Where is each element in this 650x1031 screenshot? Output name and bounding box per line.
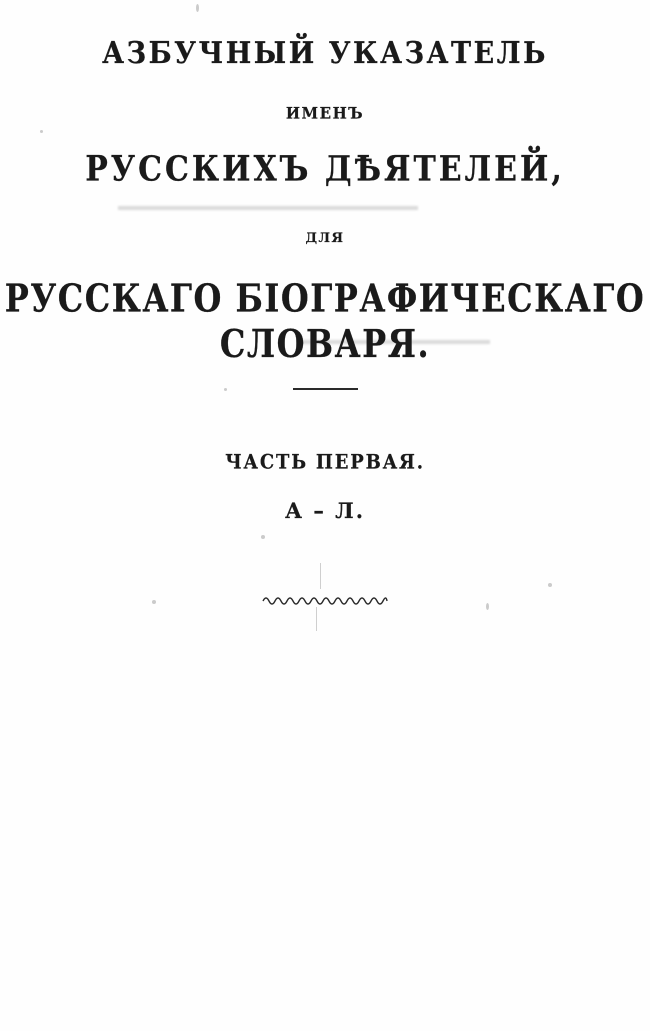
scan-speckle	[40, 130, 43, 133]
scan-artifact-line	[316, 607, 317, 631]
range-label: А – Л.	[284, 498, 366, 523]
title-line-5: РУССКАГО БІОГРАФИЧЕСКАГО СЛОВАРЯ.	[4, 275, 646, 367]
title-line-2: ИМЕНЪ	[285, 103, 365, 123]
title-line-4: ДЛЯ	[305, 231, 345, 246]
wave-ornament-icon	[262, 592, 388, 608]
scan-speckle	[486, 603, 489, 610]
scan-speckle	[224, 388, 227, 391]
scan-speckle	[261, 535, 265, 539]
scan-speckle	[152, 600, 156, 604]
part-label: ЧАСТЬ ПЕРВАЯ.	[225, 451, 425, 474]
horizontal-rule-ornament	[293, 388, 358, 390]
title-line-1: АЗБУЧНЫЙ УКАЗАТЕЛЬ	[102, 36, 548, 71]
ink-smudge	[118, 206, 418, 210]
scan-artifact-line	[320, 563, 321, 589]
title-line-3: РУССКИХЪ ДѢЯТЕЛЕЙ,	[85, 149, 565, 190]
scan-speckle	[196, 4, 199, 12]
scan-speckle	[548, 583, 552, 587]
